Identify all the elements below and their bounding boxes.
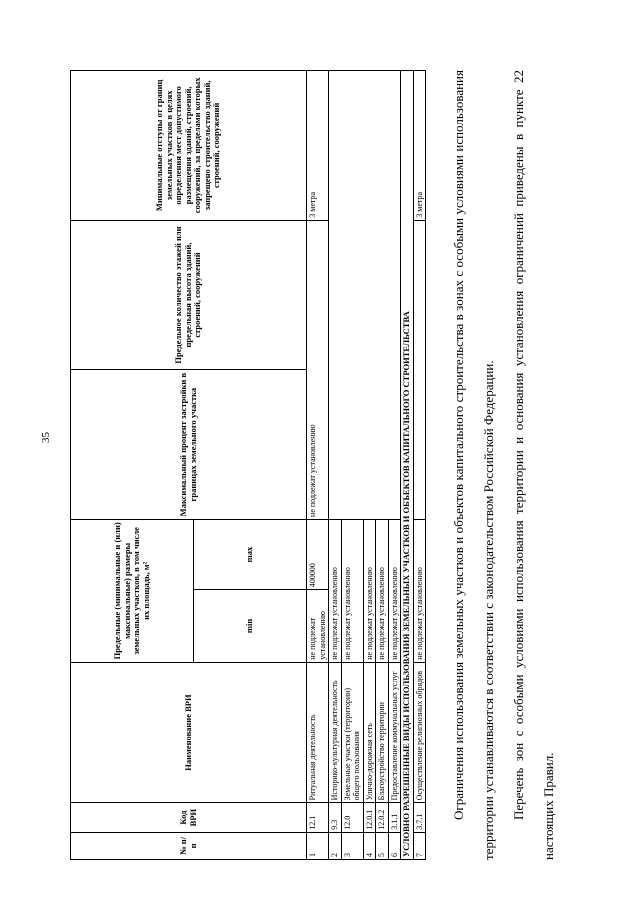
rotated-content: [70, 50, 590, 860]
row-name: Благоустройство территории: [376, 662, 389, 803]
header-size-group: Предельные (минимальные и (или) максимальные) размеры земельных участков, в том числе их площадь, м²: [71, 519, 194, 662]
row-name: Земельные участки (территории) общего пользования: [341, 662, 363, 803]
row-empty-merged: [329, 71, 401, 520]
table-row: [329, 71, 342, 860]
row-size: не подлежат установлению: [376, 519, 389, 662]
header-indent: Минимальные отступы от границ земельных участков в целях определения мест допустимого размещения зданий, строений, сооружений, за пределами которых запрещено строительство зданий, строений, сооружений: [71, 71, 307, 221]
row-size: не подлежат установлению: [413, 519, 426, 662]
header-name: Наименование ВРИ: [71, 662, 307, 803]
row-num: 6: [388, 832, 401, 859]
row-num: 7: [413, 832, 426, 859]
row-num: 5: [376, 832, 389, 859]
paragraph-zones-list: Перечень зон с особыми условиями использования территории и основания установления ограничений приведены в пункте 22 настоящих Правил.: [511, 70, 556, 860]
row-max: 400000: [307, 519, 329, 589]
row-num: 1: [307, 832, 329, 859]
row-min: не подлежат установлению: [307, 590, 329, 663]
paragraph-restrictions: Ограничения использования земельных участков и объектов капитального строительства в зонах с особыми условиями использования территории устанавливаются в соответствии с законодательством Российской Федерации.: [451, 70, 496, 860]
row-code: 9.3: [329, 803, 342, 832]
section-title: УСЛОВНО РАЗРЕШЕННЫЕ ВИДЫ ИСПОЛЬЗОВАНИЯ ЗЕМЕЛЬНЫХ УЧАСТКОВ И ОБЪЕКТОВ КАПИТАЛЬНОГО СТРОИТЕЛЬСТВА: [401, 71, 414, 860]
header-percent: Максимальный процент застройки в границах земельного участка: [71, 370, 307, 520]
row-name: Осуществление религиозных обрядов: [413, 662, 426, 803]
table-row: [307, 71, 329, 860]
row-code: 3.7.1: [413, 803, 426, 832]
section-row: [401, 71, 414, 860]
row-size: не подлежат установлению: [329, 519, 342, 662]
header-num: № п/п: [71, 832, 307, 859]
header-min: min: [194, 590, 307, 663]
row-size: не подлежат установлению: [341, 519, 363, 662]
row-name: Улично-дорожная сеть: [363, 662, 376, 803]
row-params-empty: [413, 220, 426, 519]
row-code: 12.0: [341, 803, 363, 832]
table-row: [413, 71, 426, 860]
header-floors: Предельное количество этажей или предельная высота зданий, строений, сооружений: [71, 220, 307, 370]
header-max: max: [194, 519, 307, 589]
row-params: не подлежат установлению: [307, 220, 329, 519]
row-name: Ритуальная деятельность: [307, 662, 329, 803]
row-code: 3.1.1: [388, 803, 401, 832]
row-size: не подлежат установлению: [388, 519, 401, 662]
row-name: Предоставление коммунальных услуг: [388, 662, 401, 803]
page-number: 35: [40, 432, 52, 443]
row-code: 12.1: [307, 803, 329, 832]
row-indent: 3 метра: [413, 71, 426, 221]
row-code: 12.0.2: [376, 803, 389, 832]
header-code: Код ВРИ: [71, 803, 307, 832]
row-indent: 3 метра: [307, 71, 329, 221]
row-code: 12.0.1: [363, 803, 376, 832]
row-num: 2: [329, 832, 342, 859]
row-size: не подлежат установлению: [363, 519, 376, 662]
row-num: 3: [341, 832, 363, 859]
land-use-table: [70, 70, 426, 860]
row-name: Историко-культурная деятельность: [329, 662, 342, 803]
row-num: 4: [363, 832, 376, 859]
